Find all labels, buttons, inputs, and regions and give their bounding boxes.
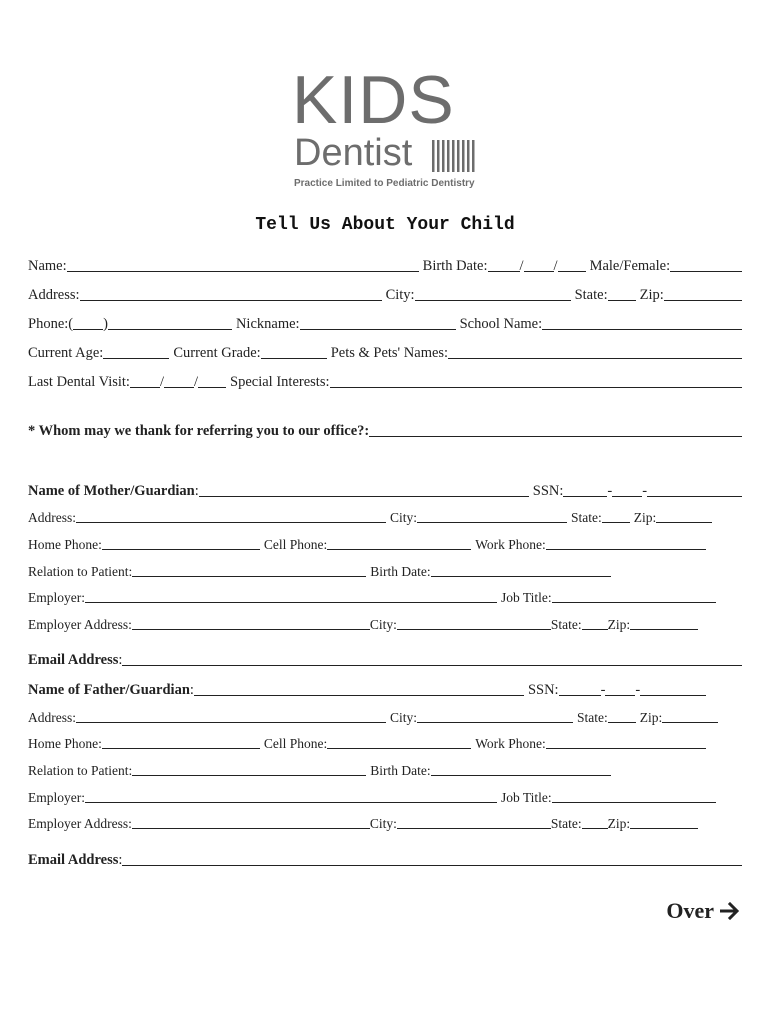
mother-relation-label: Relation to Patient:	[28, 564, 133, 579]
mother-cell-phone-field[interactable]	[327, 549, 471, 550]
child-city-field[interactable]	[415, 300, 571, 301]
child-school-label: School Name:	[459, 316, 543, 332]
last-visit-year-field[interactable]	[198, 387, 226, 388]
father-ssn-label: SSN:	[527, 682, 559, 698]
child-gender-field[interactable]	[670, 271, 742, 272]
father-state-field[interactable]	[608, 722, 636, 723]
father-email-row	[28, 852, 742, 869]
father-job-title-field[interactable]	[552, 802, 716, 803]
child-interests-field[interactable]	[330, 387, 743, 388]
father-zip-field[interactable]	[662, 722, 718, 723]
father-employer-zip-field[interactable]	[630, 828, 698, 829]
mother-city-field[interactable]	[417, 522, 567, 523]
mother-employer-city-label: City:	[369, 617, 397, 632]
child-grade-label: Current Grade:	[173, 345, 261, 361]
mother-name-label: Name of Mother/Guardian	[28, 483, 195, 499]
mother-employer-state-field[interactable]	[582, 629, 608, 630]
child-last-visit-row	[28, 374, 742, 391]
mother-ssn-label: SSN:	[532, 483, 564, 499]
father-cell-phone-field[interactable]	[327, 748, 471, 749]
mother-phone-row	[28, 537, 742, 553]
father-home-phone-field[interactable]	[102, 748, 260, 749]
father-employer-address-row	[28, 816, 742, 832]
child-city-label: City:	[385, 287, 415, 303]
mother-employer-address-field[interactable]	[132, 629, 370, 630]
father-employer-address-label: Employer Address:	[28, 816, 132, 831]
mother-relation-field[interactable]	[132, 576, 366, 577]
child-address-field[interactable]	[80, 300, 382, 301]
mother-employer-zip-field[interactable]	[630, 629, 698, 630]
mother-email-row	[28, 652, 742, 669]
logo-dentist-text: Dentist	[294, 132, 413, 174]
father-employer-label: Employer:	[28, 790, 85, 805]
father-employer-address-field[interactable]	[132, 828, 370, 829]
child-grade-field[interactable]	[261, 358, 327, 359]
mother-home-phone-label: Home Phone:	[28, 537, 102, 552]
mother-employer-zip-label: Zip:	[607, 617, 631, 632]
mother-ssn-part1[interactable]	[563, 496, 607, 497]
mother-birth-date-field[interactable]	[431, 576, 611, 577]
father-ssn-part1[interactable]	[559, 695, 601, 696]
father-work-phone-field[interactable]	[546, 748, 706, 749]
mother-email-field[interactable]	[122, 665, 742, 666]
father-phone-row	[28, 736, 742, 752]
mother-employer-city-field[interactable]	[397, 629, 551, 630]
child-phone-row	[28, 316, 742, 333]
child-address-row	[28, 287, 742, 304]
last-visit-day-field[interactable]	[164, 387, 194, 388]
mother-zip-field[interactable]	[656, 522, 712, 523]
child-age-row	[28, 345, 742, 362]
father-home-phone-label: Home Phone:	[28, 736, 102, 751]
child-age-label: Current Age:	[28, 345, 104, 361]
mother-state-label: State:	[571, 510, 602, 525]
child-state-label: State:	[574, 287, 608, 303]
child-birth-month-field[interactable]	[488, 271, 520, 272]
child-address-label: Address:	[28, 287, 80, 303]
father-employer-row	[28, 790, 742, 806]
child-age-field[interactable]	[103, 358, 169, 359]
father-relation-row	[28, 763, 742, 779]
mother-city-label: City:	[390, 510, 418, 525]
logo-kids-text: KIDS	[292, 62, 455, 138]
father-relation-label: Relation to Patient:	[28, 763, 133, 778]
child-birth-year-field[interactable]	[558, 271, 586, 272]
mother-state-field[interactable]	[602, 522, 630, 523]
father-city-label: City:	[390, 710, 418, 725]
father-cell-phone-label: Cell Phone:	[263, 736, 328, 751]
mother-employer-field[interactable]	[85, 602, 497, 603]
slash-separator: /	[553, 258, 558, 274]
mother-employer-label: Employer:	[28, 590, 85, 605]
child-interests-label: Special Interests:	[230, 374, 330, 390]
father-state-label: State:	[577, 710, 608, 725]
dash-separator: -	[607, 483, 613, 499]
father-work-phone-label: Work Phone:	[475, 736, 546, 751]
father-name-row	[28, 682, 742, 699]
mother-address-row	[28, 510, 742, 526]
father-name-colon: :	[189, 682, 194, 698]
father-address-row	[28, 710, 742, 726]
mother-address-label: Address:	[28, 510, 76, 525]
mother-email-label: Email Address	[28, 652, 119, 668]
father-employer-state-field[interactable]	[582, 828, 608, 829]
slash-separator: /	[159, 374, 164, 390]
slash-separator: /	[519, 258, 524, 274]
mother-work-phone-label: Work Phone:	[475, 537, 546, 552]
mother-employer-state-label: State:	[550, 617, 582, 632]
child-nickname-field[interactable]	[300, 329, 456, 330]
child-pets-field[interactable]	[448, 358, 742, 359]
father-zip-label: Zip:	[639, 710, 663, 725]
barcode-icon	[432, 140, 476, 172]
child-phone-close: )	[103, 316, 108, 332]
father-relation-field[interactable]	[132, 775, 366, 776]
last-visit-month-field[interactable]	[130, 387, 160, 388]
logo-tagline: Practice Limited to Pediatric Dentistry	[294, 178, 475, 189]
child-phone-area-field[interactable]	[73, 329, 103, 330]
mother-employer-row	[28, 590, 742, 606]
over-indicator	[666, 898, 740, 924]
mother-job-title-label: Job Title:	[501, 590, 552, 605]
mother-email-colon: :	[118, 652, 123, 668]
mother-name-colon: :	[194, 483, 199, 499]
father-employer-field[interactable]	[85, 802, 497, 803]
child-birth-day-field[interactable]	[524, 271, 554, 272]
father-employer-state-label: State:	[550, 816, 582, 831]
child-birth-date-label: Birth Date:	[422, 258, 488, 274]
form-title: Tell Us About Your Child	[255, 215, 515, 235]
mother-home-phone-field[interactable]	[102, 549, 260, 550]
child-phone-field[interactable]	[108, 329, 232, 330]
child-pets-label: Pets & Pets' Names:	[330, 345, 449, 361]
child-school-field[interactable]	[542, 329, 742, 330]
child-nickname-label: Nickname:	[235, 316, 300, 332]
mother-employer-address-label: Employer Address:	[28, 617, 132, 632]
over-label: Over	[666, 898, 714, 923]
mother-job-title-field[interactable]	[552, 602, 716, 603]
child-phone-label: Phone:(	[28, 316, 74, 332]
father-birth-date-label: Birth Date:	[370, 763, 431, 778]
father-employer-zip-label: Zip:	[607, 816, 631, 831]
father-birth-date-field[interactable]	[431, 775, 611, 776]
mother-relation-row	[28, 564, 742, 580]
child-gender-label: Male/Female:	[589, 258, 671, 274]
child-name-label: Name:	[28, 258, 67, 274]
dash-separator: -	[600, 682, 606, 698]
father-name-label: Name of Father/Guardian	[28, 682, 190, 698]
referral-row	[28, 423, 742, 440]
father-ssn-part3[interactable]	[640, 695, 706, 696]
father-ssn-part2[interactable]	[605, 695, 635, 696]
father-address-label: Address:	[28, 710, 76, 725]
dash-separator: -	[635, 682, 641, 698]
kids-dentist-logo	[292, 62, 482, 196]
mother-work-phone-field[interactable]	[546, 549, 706, 550]
father-city-field[interactable]	[417, 722, 573, 723]
father-email-label: Email Address	[28, 852, 119, 868]
father-job-title-label: Job Title:	[501, 790, 552, 805]
mother-address-field[interactable]	[76, 522, 386, 523]
mother-ssn-part2[interactable]	[612, 496, 642, 497]
child-name-row	[28, 258, 742, 275]
child-zip-field[interactable]	[664, 300, 742, 301]
mother-employer-address-row	[28, 617, 742, 633]
referral-field[interactable]	[369, 436, 742, 437]
referral-label: * Whom may we thank for referring you to our office?:	[28, 423, 370, 439]
father-address-field[interactable]	[76, 722, 386, 723]
mother-name-field[interactable]	[199, 496, 529, 497]
child-zip-label: Zip:	[639, 287, 664, 303]
child-last-visit-label: Last Dental Visit:	[28, 374, 130, 390]
arrow-right-icon	[720, 902, 740, 920]
mother-zip-label: Zip:	[633, 510, 657, 525]
child-state-field[interactable]	[608, 300, 636, 301]
slash-separator: /	[194, 374, 199, 390]
father-email-field[interactable]	[122, 865, 742, 866]
father-employer-city-field[interactable]	[397, 828, 551, 829]
father-email-colon: :	[118, 852, 123, 868]
child-name-field[interactable]	[67, 271, 419, 272]
father-name-field[interactable]	[194, 695, 524, 696]
dash-separator: -	[642, 483, 648, 499]
mother-ssn-part3[interactable]	[647, 496, 742, 497]
mother-name-row	[28, 483, 742, 500]
mother-birth-date-label: Birth Date:	[370, 564, 431, 579]
father-employer-city-label: City:	[369, 816, 397, 831]
mother-cell-phone-label: Cell Phone:	[263, 537, 328, 552]
